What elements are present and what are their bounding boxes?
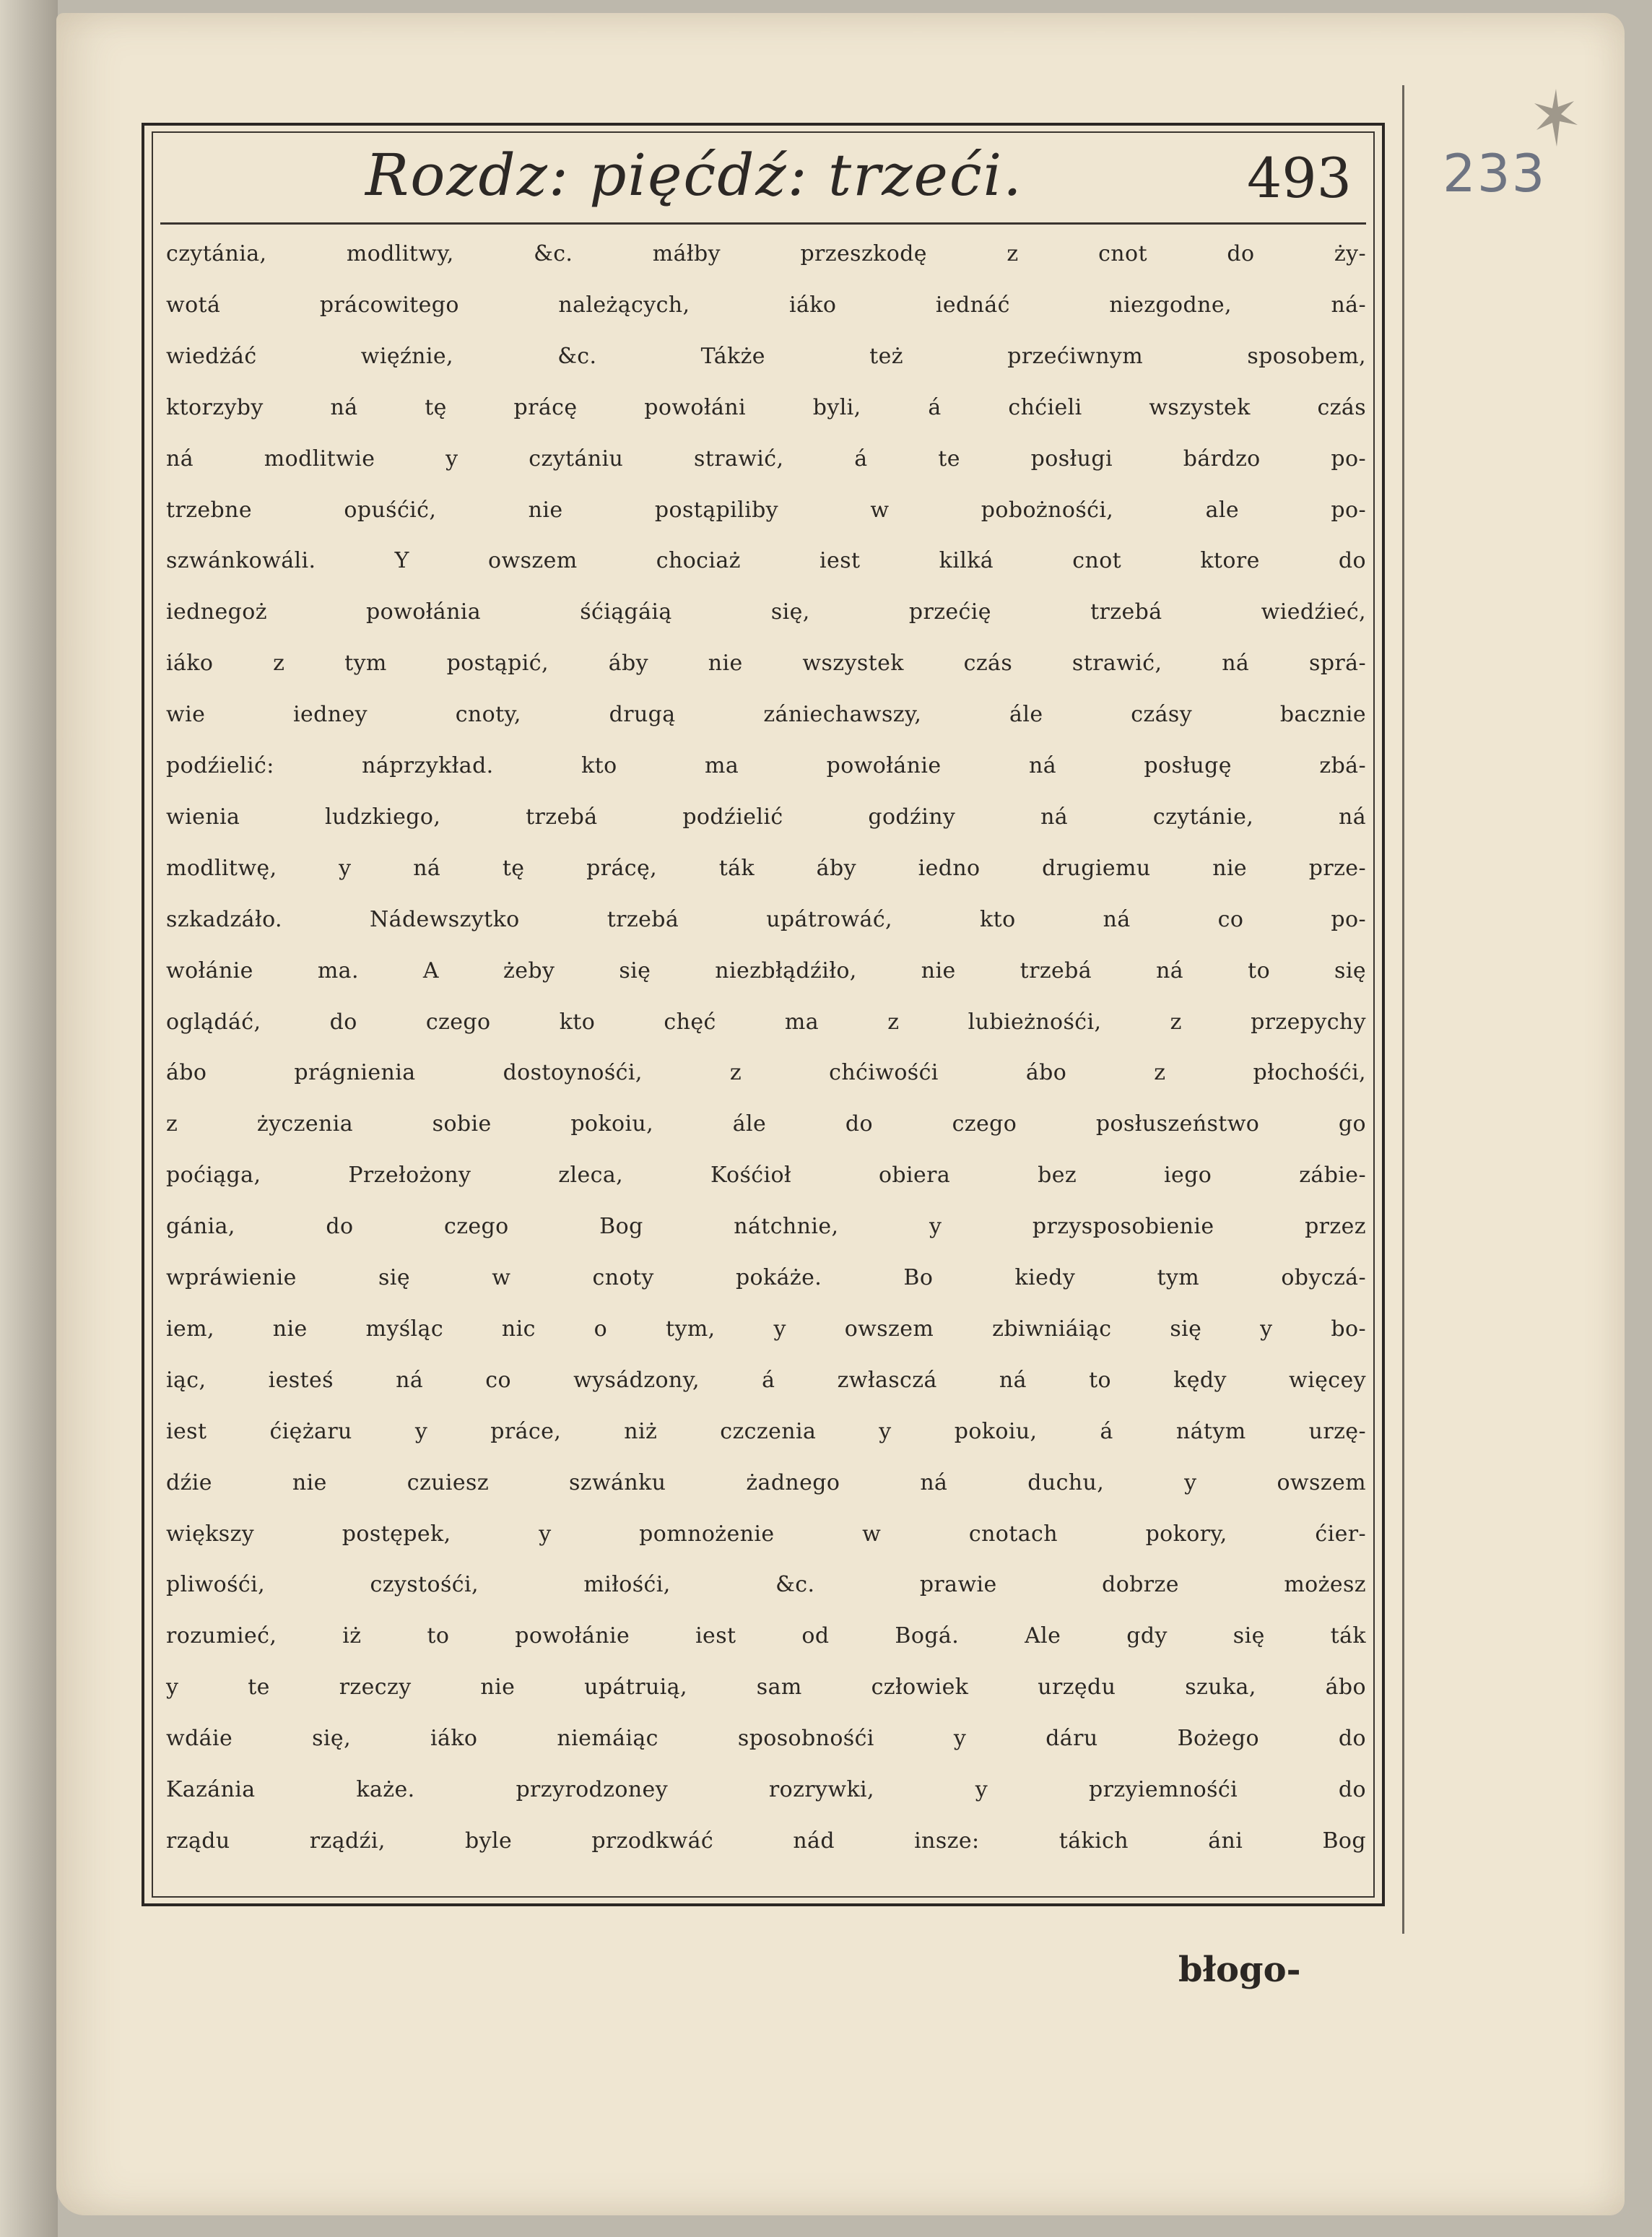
text-line: iáko z tym postąpić, áby nie wszystek czás strawić, ná sprá- bbox=[166, 651, 1366, 677]
header-rule bbox=[160, 222, 1366, 225]
page-number: 493 bbox=[1246, 146, 1352, 210]
text-line: ábo prágnienia dostoynośći, z chćiwośći ábo z płochośći, bbox=[166, 1060, 1366, 1086]
page-edge-rule bbox=[1402, 85, 1404, 1934]
text-line: wdáie się, iáko niemáiąc sposobnośći y dáru Bożego do bbox=[166, 1726, 1366, 1752]
text-line: wiedżáć więźnie, &c. Tákże też przećiwnym sposobem, bbox=[166, 343, 1366, 369]
text-line: większy postępek, y pomnożenie w cnotach pokory, ćier- bbox=[166, 1521, 1366, 1547]
text-line: rządu rządźi, byle przodkwáć nád insze: tákich áni Bog bbox=[166, 1828, 1366, 1854]
text-line: iem, nie myśląc nic o tym, y owszem zbiwniáiąc się y bo- bbox=[166, 1316, 1366, 1342]
text-line: oglądáć, do czego kto chęć ma z lubieżnośći, z przepychy bbox=[166, 1009, 1366, 1035]
text-line: wpráwienie się w cnoty pokáże. Bo kiedy tym obyczá- bbox=[166, 1265, 1366, 1290]
text-line: wienia ludzkiego, trzebá podźielić godźiny ná czytánie, ná bbox=[166, 804, 1366, 830]
text-line: iest ćiężaru y práce, niż czczenia y pokoiu, á nátym urzę- bbox=[166, 1418, 1366, 1444]
book-gutter bbox=[0, 0, 58, 2237]
text-line: gánia, do czego Bog nátchnie, y przysposobienie przez bbox=[166, 1214, 1366, 1240]
text-line: szwánkowáli. Y owszem chociaż iest kilká cnot ktore do bbox=[166, 548, 1366, 574]
text-line: rozumieć, iż to powołánie iest od Bogá. Ale gdy się ták bbox=[166, 1623, 1366, 1649]
text-line: czytánia, modlitwy, &c. máłby przeszkodę z cnot do ży- bbox=[166, 241, 1366, 266]
text-line: iąc, iesteś ná co wysádzony, á zwłasczá ná to kędy więcey bbox=[166, 1367, 1366, 1393]
text-line: iednegoż powołánia śćiągáią się, przećię trzebá wiedźieć, bbox=[166, 599, 1366, 625]
text-line: wotá prácowitego należących, iáko iednáć niezgodne, ná- bbox=[166, 292, 1366, 318]
text-line: wołánie ma. A żeby się niezbłądźiło, nie trzebá ná to się bbox=[166, 957, 1366, 983]
handwritten-folio-number: 233 bbox=[1443, 143, 1547, 204]
text-line: trzebne opuśćić, nie postąpiliby w pobożnośći, ale po- bbox=[166, 497, 1366, 523]
text-line: podźielić: náprzykład. kto ma powołánie ná posługę zbá- bbox=[166, 753, 1366, 778]
text-line: z życzenia sobie pokoiu, ále do czego posłuszeństwo go bbox=[166, 1111, 1366, 1137]
text-line: ktorzyby ná tę prácę powołáni byli, á chćieli wszystek czás bbox=[166, 394, 1366, 420]
text-line: dźie nie czuiesz szwánku żadnego ná duchu, y owszem bbox=[166, 1469, 1366, 1495]
text-line: szkadzáło. Nádewszytko trzebá upátrowáć, kto ná co po- bbox=[166, 906, 1366, 932]
text-line: modlitwę, y ná tę prácę, ták áby iedno drugiemu nie prze- bbox=[166, 855, 1366, 881]
text-line: wie iedney cnoty, drugą zániechawszy, ále czásy bacznie bbox=[166, 702, 1366, 728]
text-line: Kazánia każe. przyrodzoney rozrywki, y przyiemnośći do bbox=[166, 1777, 1366, 1802]
text-line: ná modlitwie y czytániu strawić, á te posługi bárdzo po- bbox=[166, 446, 1366, 472]
text-line: poćiąga, Przełożony zleca, Kośćioł obiera bez iego zábie- bbox=[166, 1163, 1366, 1189]
catchword: błogo- bbox=[1178, 1950, 1301, 1990]
ink-blot-icon bbox=[1531, 85, 1581, 150]
running-title: Rozdz: pięćdź: trzeći. bbox=[365, 142, 1023, 209]
body-text bbox=[160, 230, 1366, 1877]
text-line: pliwośći, czystośći, miłośći, &c. prawie dobrze możesz bbox=[166, 1572, 1366, 1598]
text-line: y te rzeczy nie upátruią, sam człowiek urzędu szuka, ábo bbox=[166, 1675, 1366, 1700]
page-header bbox=[163, 136, 1359, 222]
